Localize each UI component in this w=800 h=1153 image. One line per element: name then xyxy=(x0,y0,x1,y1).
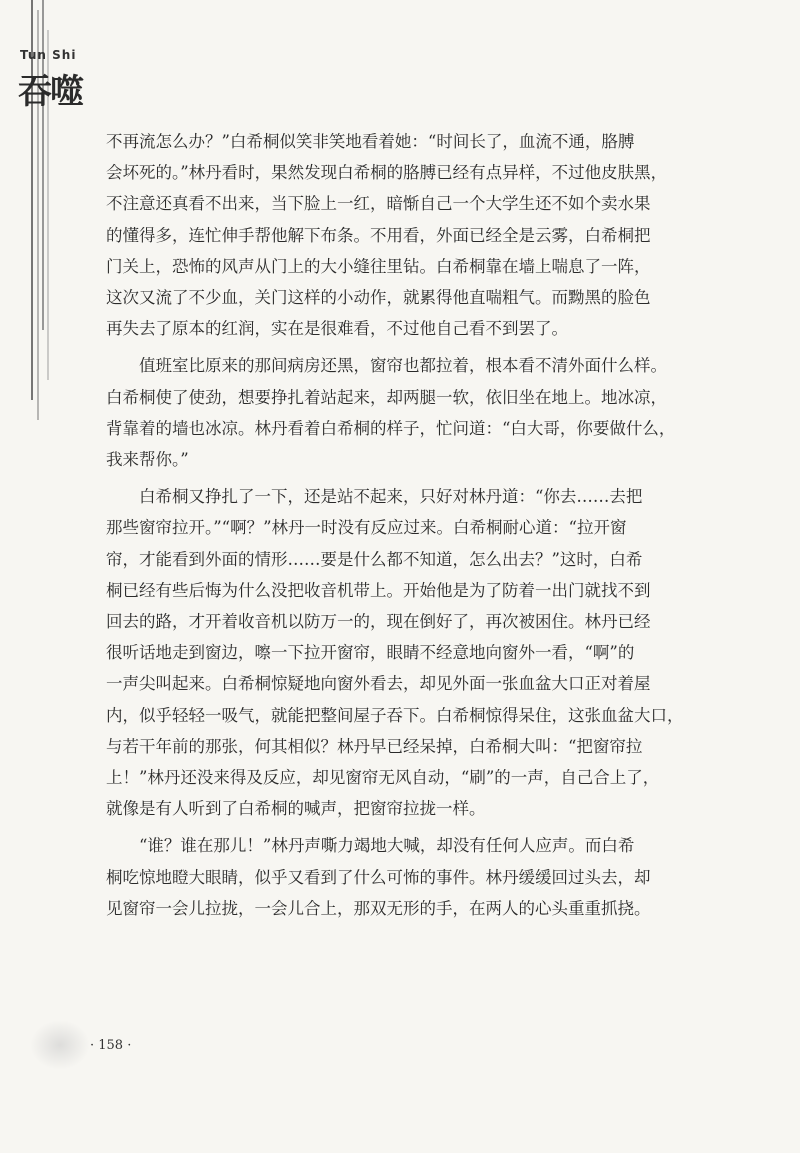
footer-decoration xyxy=(30,1020,90,1070)
paragraph-4 xyxy=(106,830,706,924)
text-line: 白希桐又挣扎了一下，还是站不起来，只好对林丹道：“你去……去把 xyxy=(139,487,643,507)
body-text xyxy=(106,126,706,924)
text-line: 内，似乎轻轻一吸气，就能把整间屋子吞下。白希桐惊得呆住，这张血盆大口， xyxy=(106,705,684,725)
text-line: 再失去了原本的红润，实在是很难看，不过他自己看不到罢了。 xyxy=(106,319,568,339)
text-line: 我来帮你。” xyxy=(106,450,189,470)
text-line: 会坏死的。”林丹看时，果然发现白希桐的胳膊已经有点异样，不过他皮肤黑， xyxy=(106,163,668,183)
text-line: 桐吃惊地瞪大眼睛，似乎又看到了什么可怖的事件。林丹缓缓回过头去，却 xyxy=(106,867,651,887)
text-line: 的懂得多，连忙伸手帮他解下布条。不用看，外面已经全是云雾，白希桐把 xyxy=(106,225,651,245)
paragraph-3 xyxy=(106,481,706,824)
logo-latin-text: Tun Shi xyxy=(20,48,77,62)
text-line: 不注意还真看不出来，当下脸上一红，暗惭自己一个大学生还不如个卖水果 xyxy=(106,194,651,214)
text-line: 背靠着的墙也冰凉。林丹看着白希桐的样子，忙问道：“白大哥，你要做什么， xyxy=(106,418,676,438)
paragraph-2 xyxy=(106,350,706,475)
text-line: 见窗帘一会儿拉拢，一会儿合上，那双无形的手，在两人的心头重重抓挠。 xyxy=(106,898,651,918)
text-line: 一声尖叫起来。白希桐惊疑地向窗外看去，却见外面一张血盆大口正对着屋 xyxy=(106,674,651,694)
text-line: 回去的路，才开着收音机以防万一的，现在倒好了，再次被困住。林丹已经 xyxy=(106,612,651,632)
text-line: 帘，才能看到外面的情形……要是什么都不知道，怎么出去？”这时，白希 xyxy=(106,549,643,569)
paragraph-1 xyxy=(106,126,706,344)
running-header-logo xyxy=(18,48,108,112)
text-line: 就像是有人听到了白希桐的喊声，把窗帘拉拢一样。 xyxy=(106,799,486,819)
text-line: 上！”林丹还没来得及反应，却见窗帘无风自动，“刷”的一声，自己合上了， xyxy=(106,768,660,788)
text-line: “谁？谁在那儿！”林丹声嘶力竭地大喊，却没有任何人应声。而白希 xyxy=(139,836,635,856)
text-line: 白希桐使了使劲，想要挣扎着站起来，却两腿一软，依旧坐在地上。地冰凉， xyxy=(106,387,667,407)
text-line: 桐已经有些后悔为什么没把收音机带上。开始他是为了防着一出门就找不到 xyxy=(106,580,651,600)
text-line: 很听话地走到窗边，嚓一下拉开窗帘，眼睛不经意地向窗外一看，“啊”的 xyxy=(106,643,635,663)
text-line: 与若干年前的那张，何其相似？林丹早已经呆掉，白希桐大叫：“把窗帘拉 xyxy=(106,736,643,756)
text-line: 值班室比原来的那间病房还黑，窗帘也都拉着，根本看不清外面什么样。 xyxy=(139,356,667,376)
page-number: · 158 · xyxy=(90,1038,132,1053)
logo-cjk-text: 吞噬 xyxy=(18,72,82,112)
text-line: 这次又流了不少血，关门这样的小动作，就累得他直喘粗气。而黝黑的脸色 xyxy=(106,288,651,308)
text-line: 门关上，恐怖的风声从门上的大小缝往里钻。白希桐靠在墙上喘息了一阵， xyxy=(106,256,651,276)
text-line: 不再流怎么办？”白希桐似笑非笑地看着她：“时间长了，血流不通，胳膊 xyxy=(106,132,635,151)
text-line: 那些窗帘拉开。”“啊？”林丹一时没有反应过来。白希桐耐心道：“拉开窗 xyxy=(106,518,627,538)
